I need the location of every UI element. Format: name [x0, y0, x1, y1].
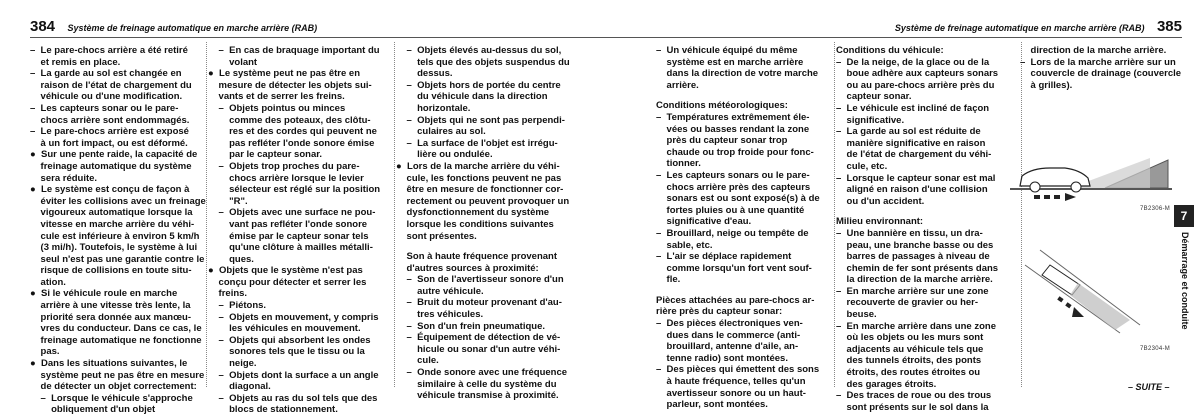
text-line: – Une bannière en tissu, un dra- [836, 227, 983, 239]
text-line: freinage automatique du système [30, 160, 192, 172]
wall-line [1040, 250, 1140, 325]
text-line: Conditions du véhicule: [836, 45, 944, 56]
text-line: avertisseur sonore ou un haut- [656, 387, 806, 399]
text-line: – En marche arrière dans une zone [836, 320, 996, 332]
text-line: – Lors de la marche arrière sur un [1020, 56, 1176, 68]
text-line: neige. [208, 358, 257, 370]
text-line: d'autres sources à proximité: [396, 262, 539, 274]
text-line: autre véhicule. [396, 285, 484, 297]
text-line: émise par le capteur sonar tels [208, 230, 369, 242]
text-line: chaude ou trop froide pour fonc- [656, 146, 814, 158]
text-line: chocs arrière lorsque le levier [208, 172, 364, 184]
text-line: priorité sera donnée aux manœu- [30, 311, 192, 323]
text-line: tenne radio) sont montées. [656, 352, 788, 364]
text-line: vres du conducteur. Dans ce cas, le [30, 323, 202, 335]
arrow-dash [1065, 302, 1071, 308]
text-line: pas. [30, 346, 60, 358]
text-line: – Le pare-chocs arrière a été retiré [30, 45, 188, 56]
left-page-header [30, 18, 317, 36]
text-line: sonores tels que le tissu ou la [208, 346, 365, 358]
text-line: – En marche arrière sur une zone [836, 285, 989, 297]
text-line: où les objets ou les murs sont [836, 332, 984, 344]
arrow-dash [1034, 195, 1040, 199]
text-line: pas refléter l'onde sonore émise [208, 137, 375, 149]
text-line: – Objets trop proches du pare- [208, 160, 360, 172]
text-line: freins. [208, 288, 248, 300]
text-line: – De la neige, de la glace ou de la [836, 56, 990, 68]
text-line: cule est inférieure à environ 5 km/h [30, 230, 200, 242]
text-line: manière significative en raison [836, 137, 986, 149]
text-line: – Lorsque le véhicule s'approche [30, 392, 193, 404]
text-line: tres véhicules. [396, 309, 484, 321]
text-line: – La garde au sol est changée en [30, 68, 182, 80]
arrow-dash [1057, 296, 1063, 302]
text-line: – Onde sonore avec une fréquence [396, 367, 568, 379]
text-line: freinage automatique ne fonctionne [30, 334, 202, 346]
text-line: – Son d'un frein pneumatique. [396, 320, 545, 332]
text-line: – Des traces de roue ou des trous [836, 390, 992, 402]
text-line: fortes pluies ou à une quantité [656, 204, 805, 216]
text-line: – Des pièces électroniques ven- [656, 318, 803, 330]
right-column-2 [836, 45, 1016, 413]
text-line: dessus. [396, 68, 453, 80]
text-line: vant pas refléter l'onde sonore [208, 218, 368, 230]
text-line: culaires au sol. [396, 126, 486, 138]
text-line: lorsque les conditions suivantes [396, 218, 554, 230]
text-line: raison de l'état de chargement du [30, 79, 192, 91]
text-line: blocs de stationnement. [208, 404, 338, 416]
chapter-tab: 7 [1174, 205, 1194, 227]
left-column-3 [396, 45, 571, 402]
reverse-direction-arrow [1065, 193, 1076, 201]
text-line: hicule ou sonar d'un autre véhi- [396, 343, 561, 355]
text-line: ● Si le véhicule roule en marche [30, 288, 178, 300]
figure-caption-1: 7B2306-M [1140, 206, 1171, 212]
car-wheel [1071, 182, 1081, 192]
text-line: – Brouillard, neige ou tempête de [656, 227, 809, 239]
text-line: Milieu environnant: [836, 216, 924, 228]
text-line: – Objets élevés au-dessus du sol, [396, 45, 562, 56]
text-line: aligné en raison d'une collision [836, 184, 988, 196]
text-line: vants et de serrer les freins. [208, 91, 345, 103]
text-line: ● Le système est conçu de façon à [30, 184, 190, 196]
text-line: à haute fréquence, telles qu'un [656, 376, 806, 388]
text-line: beuse. [836, 309, 877, 321]
text-line: – La garde au sol est réduite de [836, 126, 981, 138]
text-line: sable, etc. [656, 239, 713, 251]
text-line: cule. [396, 355, 439, 367]
text-line: ou au pare-chocs arrière près du [836, 79, 995, 91]
left-column-2 [208, 45, 388, 416]
right-column-3 [1020, 45, 1180, 91]
right-page-header [895, 18, 1182, 36]
text-line: chocs arrière sont endommagés. [30, 114, 190, 126]
text-line: ou d'un accident. [836, 195, 925, 207]
text-line: éviter les collisions avec un freinage [30, 195, 206, 207]
text-line: à un fort impact, ou est déformé. [30, 137, 188, 149]
text-line: dues dans le commerce (anti- [656, 329, 801, 341]
text-line: près du capteur sonar trop [656, 135, 788, 147]
text-line: système peut ne pas être en mesure [30, 369, 205, 381]
figure-reversing-obstacle [1010, 150, 1172, 210]
right-header-title: Système de freinage automatique en marche arrière (RAB) [894, 23, 1145, 33]
text-line: – Objets qui absorbent les ondes [208, 334, 371, 346]
right-page-number: 385 [1156, 18, 1182, 35]
text-line: – Équipement de détection de vé- [396, 332, 561, 344]
text-line: – Le pare-chocs arrière est exposé [30, 126, 189, 138]
text-line: système est en marche arrière [656, 56, 804, 68]
text-line: couvercle de drainage (couvercle [1020, 68, 1182, 80]
text-line: – Objets pointus ou minces [208, 102, 346, 114]
text-line: – Des pièces qui émettent des sons [656, 364, 820, 376]
text-line: barres de passages à niveau de [836, 251, 990, 263]
text-line: mesure de détecter les objets sui- [208, 79, 372, 91]
paragraph-gap [656, 286, 836, 295]
text-line: de détecter un objet correctement: [30, 381, 197, 393]
text-line: – Températures extrêmement éle- [656, 111, 810, 123]
text-line: – Objets avec une surface ne pou- [208, 207, 376, 219]
text-line: adjacents au véhicule tels que [836, 343, 984, 355]
text-line: – Objets au ras du sol tels que des [208, 392, 378, 404]
right-column-1 [656, 45, 836, 411]
text-line: sera réduite. [30, 172, 98, 184]
text-line: ● Le système peut ne pas être en [208, 68, 360, 80]
text-line: cule, etc. [836, 160, 888, 172]
text-line: horizontale. [396, 102, 471, 114]
text-line: volant [208, 56, 258, 68]
text-line: "R". [208, 195, 248, 207]
text-line: sonars est ou sont exposé(s) à de [656, 193, 820, 205]
text-line: brouillard, antenne d'aile, an- [656, 341, 799, 353]
sonar-zone [1070, 283, 1130, 330]
text-line: – Objets en mouvement, y compris [208, 311, 379, 323]
left-page-number: 384 [30, 18, 56, 35]
text-line: – Le véhicule est incliné de façon [836, 102, 990, 114]
text-line: et remis en place. [30, 56, 121, 68]
text-line: significative d'eau. [656, 216, 752, 228]
text-line: – Son de l'avertisseur sonore d'un [396, 274, 564, 286]
text-line: lière ou ondulée. [396, 149, 493, 161]
text-line: fle. [656, 274, 681, 286]
text-line: ● Lors de la marche arrière du véhi- [396, 160, 560, 172]
text-line: – La surface de l'objet est irrégu- [396, 137, 558, 149]
arrow-dash [1054, 195, 1060, 199]
text-line: étroits, des routes étroites ou [836, 367, 981, 379]
paragraph-gap [836, 207, 1016, 216]
left-header-title: Système de freinage automatique en marche arrière (RAB) [67, 23, 318, 33]
text-line: sont présents sur le sol dans la [836, 401, 989, 413]
text-line: arrière. [656, 79, 699, 91]
text-line: capteur sonar. [836, 91, 912, 103]
text-line: – Les capteurs sonars ou le pare- [656, 169, 810, 181]
text-line: recouverte de gravier ou her- [836, 297, 979, 309]
column-divider [1021, 42, 1023, 387]
right-header-rule [600, 37, 1182, 38]
text-line: – Piétons. [208, 300, 267, 312]
text-line: peau, une branche basse ou des [836, 239, 994, 251]
text-line: par le capteur sonar. [208, 149, 323, 161]
text-line: ● Objets que le système n'est pas [208, 265, 363, 277]
text-line: risque de collisions en toute situ- [30, 265, 192, 277]
text-line: la direction de la marche arrière. [836, 274, 993, 286]
text-line: – Objets dont la surface a un angle [208, 369, 379, 381]
arrow-dash [1044, 195, 1050, 199]
text-line: tels que des objets suspendus du [396, 56, 570, 68]
text-line: de l'état de chargement du véhi- [836, 149, 992, 161]
text-line: comme des poteaux, des clôtu- [208, 114, 371, 126]
text-line: véhicule ou d'une modification. [30, 91, 183, 103]
text-line: rière près du capteur sonar: [656, 306, 783, 318]
text-line: ation. [30, 276, 66, 288]
text-line: du véhicule dans la direction [396, 91, 548, 103]
text-line: ● Sur une pente raide, la capacité de [30, 149, 198, 161]
text-line: – Lorsque le capteur sonar est mal [836, 172, 996, 184]
car-wheel [1030, 182, 1040, 192]
text-line: véhicule transmise à proximité. [396, 390, 559, 402]
text-line: qu'une clôture à mailles métalli- [208, 242, 373, 254]
chapter-side-title-wrap [1176, 232, 1192, 352]
text-line: vitesse en marche arrière du véhi- [30, 218, 195, 230]
text-line: similaire à celle du système du [396, 378, 557, 390]
figure-caption-2: 7B2304-M [1140, 346, 1171, 352]
text-line: direction de la marche arrière. [1020, 45, 1167, 56]
text-line: – Objets hors de portée du centre [396, 79, 561, 91]
text-line: tionner. [656, 158, 701, 170]
left-header-rule [30, 37, 600, 38]
text-line: des garages étroits. [836, 378, 937, 390]
text-line: (3 mi/h). Toutefois, le système à lui [30, 242, 198, 254]
text-line: Conditions météorologiques: [656, 100, 788, 112]
text-line: dysfonctionnement du système [396, 207, 550, 219]
text-line: dans la direction de votre marche [656, 68, 819, 80]
text-line: chocs arrière près des capteurs [656, 181, 811, 193]
text-line: vées ou basses rendant la zone [656, 123, 810, 135]
text-line: des tunnels étroits, des ponts [836, 355, 982, 367]
text-line: – Un véhicule équipé du même [656, 45, 798, 56]
text-line: rectement ou peuvent provoquer un [396, 195, 570, 207]
text-line: chemin de fer sont présents dans [836, 262, 999, 274]
text-line: ques. [208, 253, 254, 265]
text-line: à grilles). [1020, 79, 1073, 91]
text-line: sont présentes. [396, 230, 477, 242]
text-line: arrière à une vitesse très lente, la [30, 300, 191, 312]
paragraph-gap [656, 91, 836, 100]
chapter-side-title: Démarrage et conduite [1180, 232, 1190, 330]
text-line: comme lorsqu'un fort vent souf- [656, 262, 812, 274]
text-line: obliquement d'un objet [30, 404, 156, 416]
text-line: sélecteur est réglé sur la position [208, 184, 381, 196]
text-line: être en mesure de fonctionner cor- [396, 184, 564, 196]
figure-reversing-narrow [1020, 245, 1150, 335]
paragraph-gap [396, 242, 571, 251]
reverse-direction-arrow [1072, 307, 1084, 317]
text-line: les véhicules en mouvement. [208, 323, 361, 335]
text-line: diagonal. [208, 381, 271, 393]
text-line: – Bruit du moteur provenant d'au- [396, 297, 562, 309]
text-line: boue adhère aux capteurs sonars [836, 68, 999, 80]
text-line: cule, les fonctions peuvent ne pas [396, 172, 562, 184]
text-line: parleur, sont montées. [656, 399, 768, 411]
text-line: Son à haute fréquence provenant [396, 251, 558, 263]
text-line: – Les capteurs sonar ou le pare- [30, 102, 179, 114]
text-line: ● Dans les situations suivantes, le [30, 358, 188, 370]
text-line: vigoureux automatique lorsque la [30, 207, 193, 219]
continued-label: – SUITE – [1128, 382, 1170, 392]
text-line: seul n'est pas une garantie contre le [30, 253, 205, 265]
text-line: – L'air se déplace rapidement [656, 251, 792, 263]
text-line: conçu pour détecter et serrer les [208, 276, 367, 288]
left-column-1 [30, 45, 205, 416]
text-line: – Objets qui ne sont pas perpendi- [396, 114, 565, 126]
text-line: res et des cordes qui peuvent ne [208, 126, 377, 138]
text-line: – En cas de braquage important du [208, 45, 380, 56]
text-line: Pièces attachées au pare-chocs ar- [656, 294, 815, 306]
text-line: significative. [836, 114, 905, 126]
